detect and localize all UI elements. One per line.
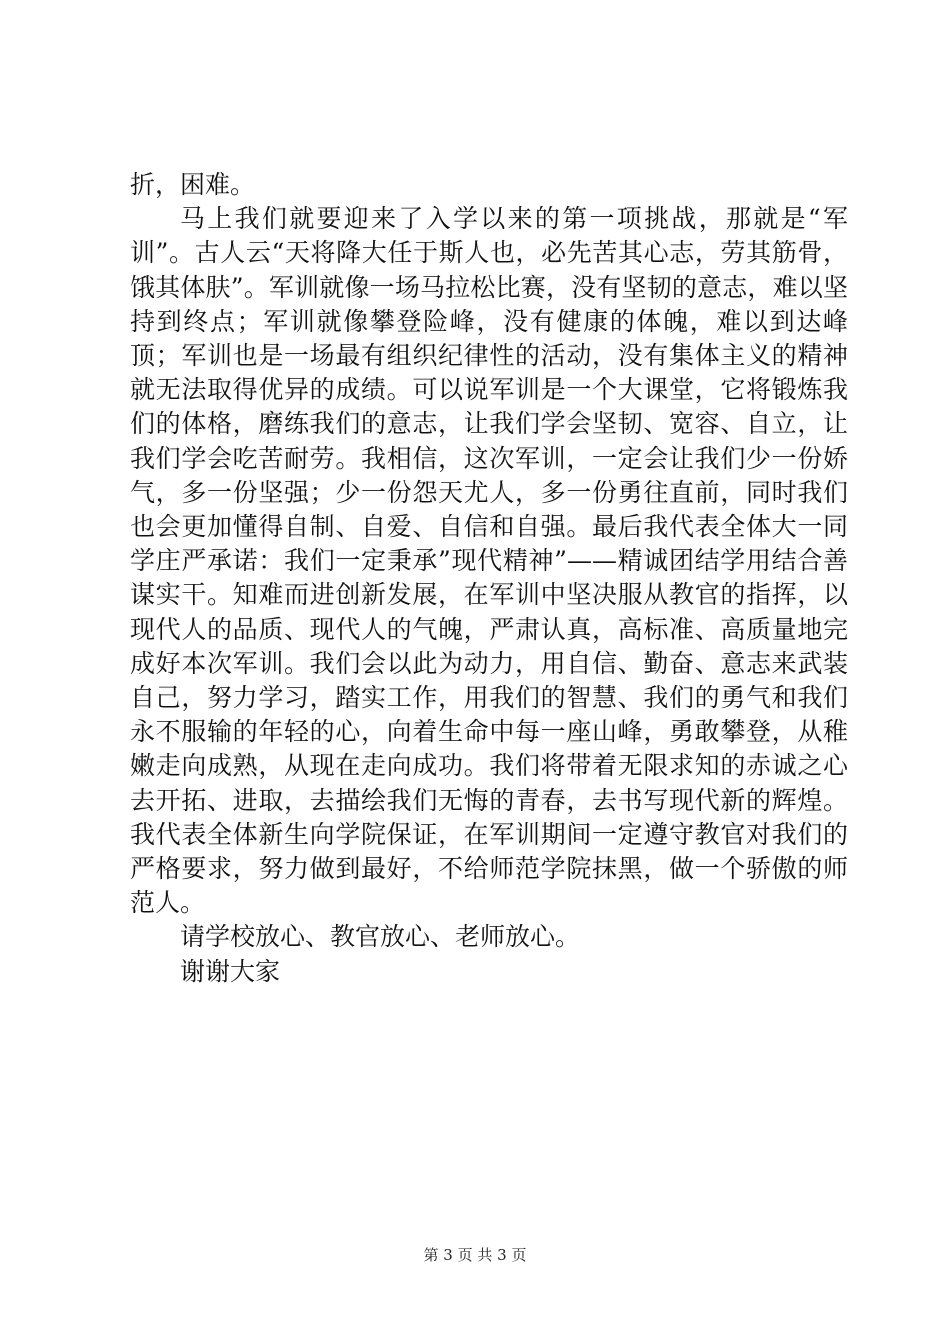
paragraph-assurance: 请学校放心、教官放心、老师放心。: [180, 922, 581, 952]
page-footer: [0, 1244, 950, 1265]
paragraph-thanks: 谢谢大家: [180, 956, 281, 986]
paragraph-main: 马上我们就要迎来了入学以来的第一项挑战，那就是“军训”。古人云“天将降大任于斯人也，必先苦其心志，劳其筋骨，饿其体肤”。军训就像一场马拉松比赛，没有坚韧的意志，难以坚持到终点；军训就像攀登险峰，没有健康的体魄，难以到达峰顶；军训也是一场最有组织纪律性的活动，没有集体主义的精神就无法取得优异的成绩。可以说军训是一个大课堂，它将锻炼我们的体格，磨练我们的意志，让我们学会坚韧、宽容、自立，让我们学会吃苦耐劳。我相信，这次军训，一定会让我们少一份娇气，多一份坚强；少一份怨天尤人，多一份勇往直前，同时我们也会更加懂得自制、自爱、自信和自强。最后我代表全体大一同学庄严承诺：我们一定秉承”现代精神”——精诚团结学用结合善谋实干。知难而进创新发展，在军训中坚决服从教官的指挥，以现代人的品质、现代人的气魄，严肃认真，高标准、高质量地完成好本次军训。我们会以此为动力，用自信、勤奋、意志来武装自己，努力学习，踏实工作，用我们的智慧、我们的勇气和我们永不服输的年轻的心，向着生命中每一座山峰，勇敢攀登，从稚嫩走向成熟，从现在走向成功。我们将带着无限求知的赤诚之心去开拓、进取，去描绘我们无悔的青春，去书写现代新的辉煌。我代表全体新生向学院保证，在军训期间一定遵守教官对我们的严格要求，努力做到最好，不给师范学院抹黑，做一个骄傲的师范人。: [130, 204, 848, 918]
page-number: 第 3 页 共 3 页: [423, 1246, 527, 1264]
document-body: [130, 168, 848, 989]
paragraph-continuation: 折，困难。: [130, 170, 256, 199]
